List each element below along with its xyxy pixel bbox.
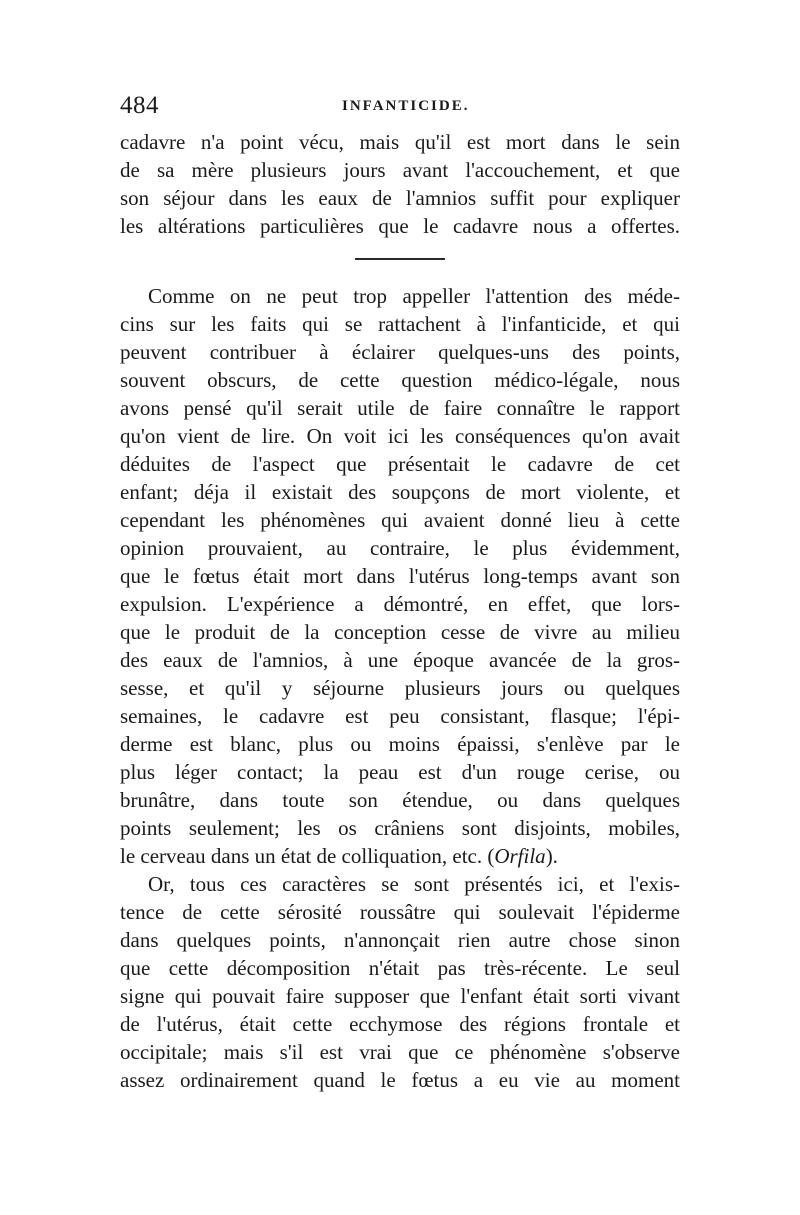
text-line: opinion prouvaient, au contraire, le plus évidemment,	[120, 536, 680, 560]
text-line: souvent obscurs, de cette question médico-légale, nous	[120, 368, 680, 392]
text-line	[120, 842, 680, 870]
text-line: tence de cette sérosité roussâtre qui soulevait l'épiderme	[120, 900, 680, 924]
text-line: points seulement; les os crâniens sont disjoints, mobiles,	[120, 816, 680, 840]
text-line: signe qui pouvait faire supposer que l'enfant était sorti vivant	[120, 984, 680, 1008]
text-line: enfant; déja il existait des soupçons de mort violente, et	[120, 480, 680, 504]
text-line: de l'utérus, était cette ecchymose des régions frontale et	[120, 1012, 680, 1036]
citation-close: ).	[545, 844, 558, 868]
running-head: INFANTICIDE.	[342, 98, 470, 114]
text-line: expulsion. L'expérience a démontré, en effet, que lors-	[120, 592, 680, 616]
text-line: brunâtre, dans toute son étendue, ou dans quelques	[120, 788, 680, 812]
text-line: Comme on ne peut trop appeller l'attention des méde-	[148, 284, 680, 308]
text-line: avons pensé qu'il serait utile de faire connaître le rapport	[120, 396, 680, 420]
text-line: cins sur les faits qui se rattachent à l'infanticide, et qui	[120, 312, 680, 336]
text-line: que cette décomposition n'était pas très-récente. Le seul	[120, 956, 680, 980]
text-line: Or, tous ces caractères se sont présentés ici, et l'exis-	[148, 872, 680, 896]
text-line: déduites de l'aspect que présentait le cadavre de cet	[120, 452, 680, 476]
page-header	[120, 92, 680, 122]
line-text: le cerveau dans un état de colliquation, etc. (	[120, 844, 495, 868]
text-line: les altérations particulières que le cadavre nous a offertes.	[120, 214, 680, 238]
text-line: que le produit de la conception cesse de vivre au milieu	[120, 620, 680, 644]
text-line: de sa mère plusieurs jours avant l'accouchement, et que	[120, 158, 680, 182]
text-line: semaines, le cadavre est peu consistant, flasque; l'épi-	[120, 704, 680, 728]
text-line: qu'on vient de lire. On voit ici les conséquences qu'on avait	[120, 424, 680, 448]
text-line: peuvent contribuer à éclairer quelques-uns des points,	[120, 340, 680, 364]
text-line: des eaux de l'amnios, à une époque avancée de la gros-	[120, 648, 680, 672]
text-line: cadavre n'a point vécu, mais qu'il est mort dans le sein	[120, 130, 680, 154]
text-line: sesse, et qu'il y séjourne plusieurs jours ou quelques	[120, 676, 680, 700]
text-line: que le fœtus était mort dans l'utérus long-temps avant son	[120, 564, 680, 588]
text-line: derme est blanc, plus ou moins épaissi, s'enlève par le	[120, 732, 680, 756]
text-line: assez ordinairement quand le fœtus a eu vie au moment	[120, 1068, 680, 1092]
section-divider	[355, 258, 445, 260]
text-line: cependant les phénomènes qui avaient donné lieu à cette	[120, 508, 680, 532]
text-line: dans quelques points, n'annonçait rien autre chose sinon	[120, 928, 680, 952]
text-line: son séjour dans les eaux de l'amnios suffit pour expliquer	[120, 186, 680, 210]
text-line: plus léger contact; la peau est d'un rouge cerise, ou	[120, 760, 680, 784]
page-number: 484	[120, 92, 159, 119]
text-line: occipitale; mais s'il est vrai que ce phénomène s'observe	[120, 1040, 680, 1064]
citation-author: Orfila	[494, 844, 546, 868]
